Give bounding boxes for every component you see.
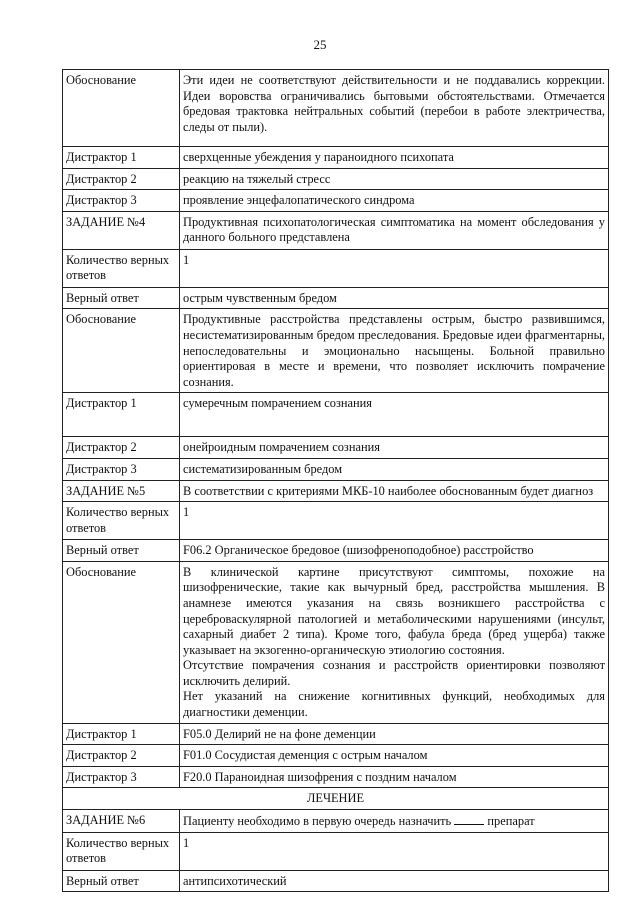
task-table <box>62 69 609 892</box>
row-label: Обоснование <box>63 309 180 393</box>
row-label: Дистрактор 1 <box>63 393 180 437</box>
answer-count: 1 <box>180 832 609 870</box>
row-label: Обоснование <box>63 561 180 723</box>
table-row <box>63 745 609 767</box>
correct-answer: острым чувственным бредом <box>180 287 609 309</box>
justification-text: Продуктивные расстройства представлены острым, быстро развившимся, несистематизированным бредом преследования. Бредовые идеи фрагментарны, непоследовательны и эмоционально насыщены. Больной правильно ориентировая в месте и времени, что позволяет исключить помрачение сознания. <box>180 309 609 393</box>
task-question-end: препарат <box>487 814 535 829</box>
row-label: Дистрактор 1 <box>63 723 180 745</box>
table-row <box>63 190 609 212</box>
task-question <box>180 810 609 833</box>
task-label: ЗАДАНИЕ №4 <box>63 211 180 249</box>
row-label: Дистрактор 3 <box>63 458 180 480</box>
distractor-text: реакцию на тяжелый стресс <box>180 168 609 190</box>
task-question: Продуктивная психопатологическая симптоматика на момент обследования у данного больного представлена <box>180 211 609 249</box>
table-row <box>63 870 609 892</box>
row-label: Количество верных ответов <box>63 502 180 540</box>
table-row <box>63 480 609 502</box>
row-label: Количество верных ответов <box>63 832 180 870</box>
table-row <box>63 832 609 870</box>
row-label: Дистрактор 3 <box>63 190 180 212</box>
table-row <box>63 249 609 287</box>
table-row <box>63 309 609 393</box>
row-label: Дистрактор 3 <box>63 766 180 788</box>
distractor-text: онейроидным помрачением сознания <box>180 437 609 459</box>
table-row <box>63 810 609 833</box>
row-label: Верный ответ <box>63 287 180 309</box>
table-row <box>63 168 609 190</box>
task-question-start: Пациенту необходимо в первую очередь назначить <box>183 814 452 829</box>
correct-answer: антипсихотический <box>180 870 609 892</box>
justification-text: Эти идеи не соответствуют действительности и не поддавались коррекции. Идеи воровства ограничивались бытовыми обстоятельствами. Отмечается бредовая трактовка нейтральных событий (перебои в работе электричества, следы от пыли). <box>180 70 609 147</box>
section-row <box>63 788 609 810</box>
answer-blank <box>454 813 484 825</box>
table-row <box>63 458 609 480</box>
justification-paragraph: В клинической картине присутствуют симптомы, похожие на шизофренические, такие как вычурный бред, расстройства мышления. В анамнезе имеются указания на связь возникшего расстройства с цереброваскулярной патологией и метаболическими нарушениями (инсульт, сахарный диабет 2 типа). Кроме того, фабула бреда (бред ущерба) также указывает на экзогенно-органическую этиологию состояния. <box>183 564 605 657</box>
distractor-text: систематизированным бредом <box>180 458 609 480</box>
table-row <box>63 70 609 147</box>
row-label: Дистрактор 2 <box>63 437 180 459</box>
page-number: 25 <box>313 37 327 52</box>
row-label: Дистрактор 1 <box>63 147 180 169</box>
table-row <box>63 540 609 562</box>
distractor-text: F01.0 Сосудистая деменция с острым началом <box>180 745 609 767</box>
row-label: Количество верных ответов <box>63 249 180 287</box>
table-row <box>63 211 609 249</box>
table-row <box>63 561 609 723</box>
distractor-text: F20.0 Параноидная шизофрения с поздним началом <box>180 766 609 788</box>
table-row <box>63 287 609 309</box>
answer-count: 1 <box>180 502 609 540</box>
correct-answer: F06.2 Органическое бредовое (шизофреноподобное) расстройство <box>180 540 609 562</box>
distractor-text: сумеречным помрачением сознания <box>180 393 609 437</box>
table-row <box>63 437 609 459</box>
task-label: ЗАДАНИЕ №5 <box>63 480 180 502</box>
answer-count: 1 <box>180 249 609 287</box>
section-heading: ЛЕЧЕНИЕ <box>63 788 609 810</box>
distractor-text: проявление энцефалопатического синдрома <box>180 190 609 212</box>
distractor-text: сверхценные убеждения у параноидного психопата <box>180 147 609 169</box>
table-row <box>63 766 609 788</box>
task-question: В соответствии с критериями МКБ-10 наиболее обоснованным будет диагноз <box>180 480 609 502</box>
row-label: Верный ответ <box>63 870 180 892</box>
table-row <box>63 147 609 169</box>
task-label: ЗАДАНИЕ №6 <box>63 810 180 833</box>
distractor-text: F05.0 Делирий не на фоне деменции <box>180 723 609 745</box>
row-label: Верный ответ <box>63 540 180 562</box>
row-label: Дистрактор 2 <box>63 745 180 767</box>
row-label: Обоснование <box>63 70 180 147</box>
table-row <box>63 723 609 745</box>
justification-text <box>180 561 609 723</box>
table-row <box>63 393 609 437</box>
table-row <box>63 502 609 540</box>
justification-paragraph: Нет указаний на снижение когнитивных функций, необходимых для диагностики деменции. <box>183 689 605 720</box>
justification-paragraph: Отсутствие помрачения сознания и расстройств ориентировки позволяют исключить делирий. <box>183 658 605 688</box>
row-label: Дистрактор 2 <box>63 168 180 190</box>
